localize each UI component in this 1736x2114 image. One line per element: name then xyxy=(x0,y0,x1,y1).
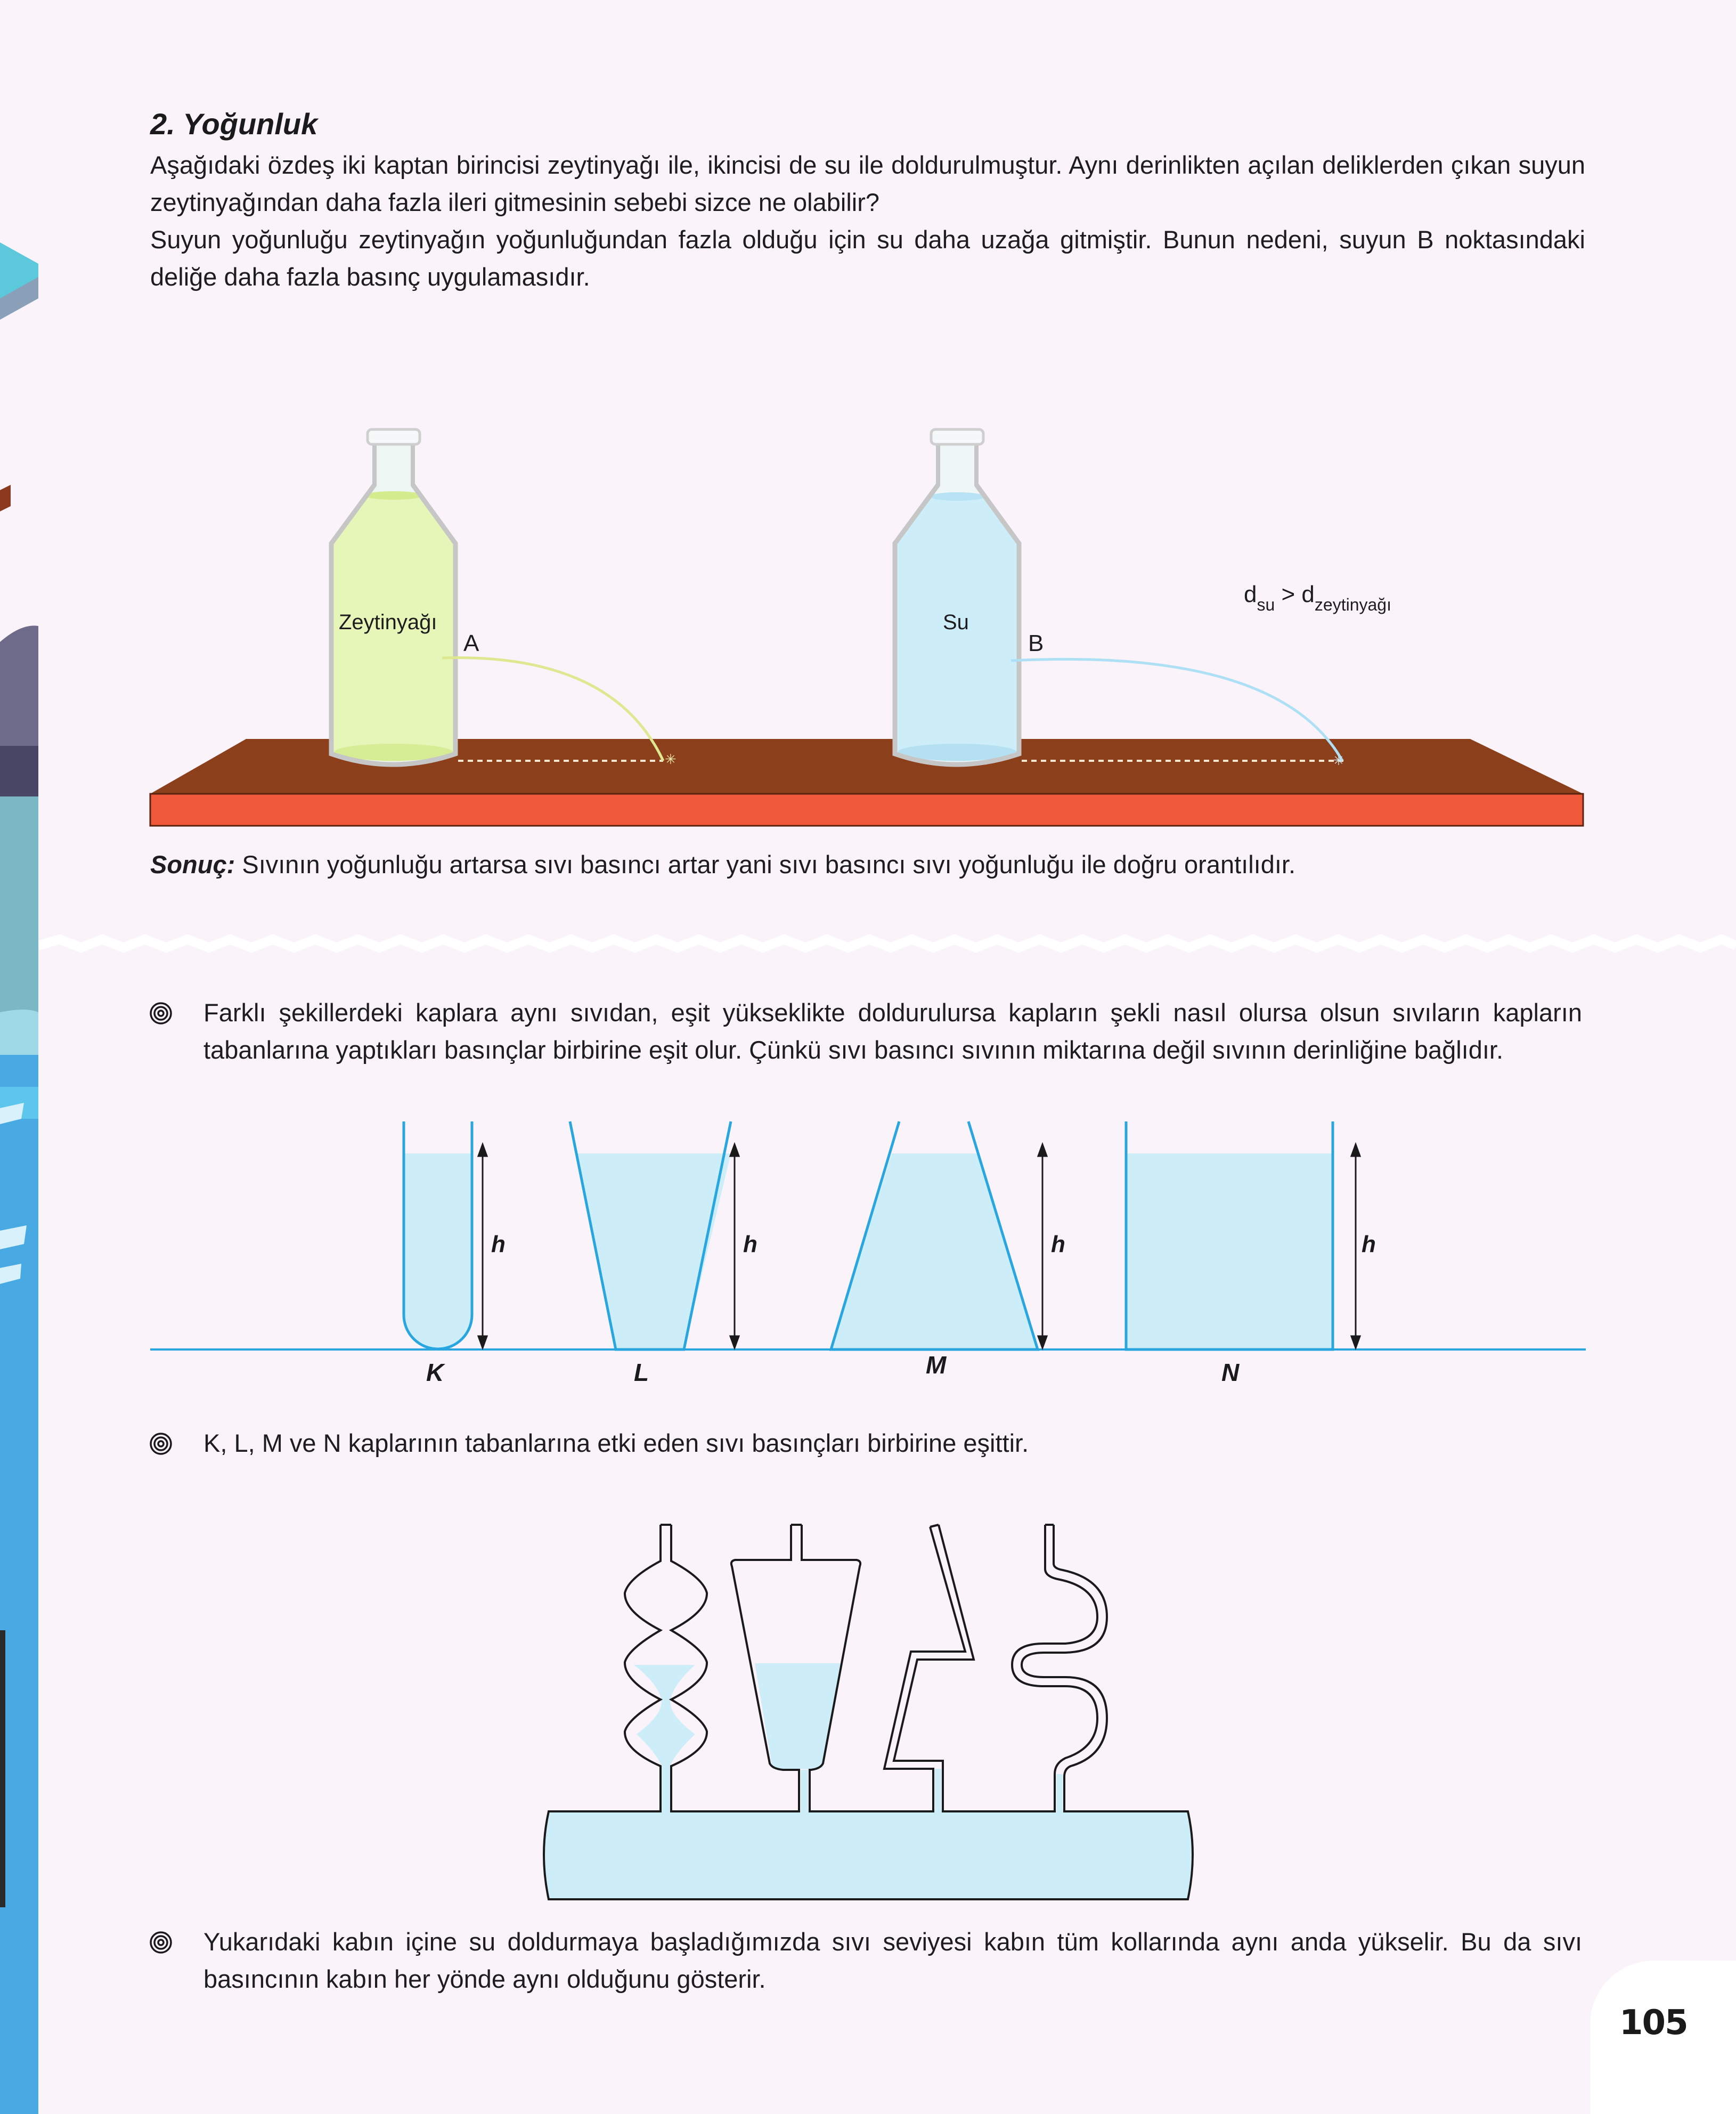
point-b-label: B xyxy=(1028,630,1044,656)
height-label-m: h xyxy=(1051,1231,1065,1257)
bullet-1-text: Farklı şekillerdeki kaplara aynı sıvıdan, eşit yükseklikte doldurulursa kapların şekli nasıl olursa olsun sıvıların kapların tabanlarına yaptıkları basınçlar birbirine eşit olur. Çünkü sıvı basıncı sıvının miktarına değil sıvının derinliğine bağlıdır. xyxy=(203,998,1582,1064)
result-label: Sonuç: xyxy=(150,850,235,879)
point-a-label: A xyxy=(463,630,479,656)
bullet-2-text: K, L, M ve N kaplarının tabanlarına etki eden sıvı basınçları birbirine eşittir. xyxy=(203,1429,1029,1457)
height-label-l: h xyxy=(743,1231,757,1257)
oil-splash-mark: ✳ xyxy=(665,751,677,767)
oil-bottle-label: Zeytinyağı xyxy=(339,611,437,634)
density-sub-oil: zeytinyağı xyxy=(1314,595,1391,614)
height-label-k: h xyxy=(491,1231,506,1257)
oil-bottle xyxy=(331,429,455,765)
density-relation xyxy=(1244,581,1391,614)
water-splash-mark: ✳ xyxy=(1333,752,1344,768)
water-bottle xyxy=(895,429,1019,765)
section-title: 2. Yoğunluk xyxy=(150,107,318,141)
table-front xyxy=(150,794,1583,826)
name-label-l: L xyxy=(634,1359,649,1386)
container-n xyxy=(1126,1121,1333,1349)
name-label-k: K xyxy=(426,1359,444,1386)
name-label-m: M xyxy=(926,1351,947,1379)
density-d: d xyxy=(1244,581,1257,607)
question-paragraph: Aşağıdaki özdeş iki kaptan birincisi zeytinyağı ile, ikincisi de su ile doldurulmuştur. Aynı derinlikten açılan deliklerden çıkan suyun zeytinyağından daha fazla ileri gitmesinin sebebi sizce ne olabilir? xyxy=(150,151,1585,216)
containers-figure xyxy=(149,1113,1587,1396)
container-m xyxy=(831,1121,1038,1349)
water-bottle-label: Su xyxy=(943,611,969,634)
wave-divider xyxy=(38,930,1736,962)
answer-paragraph: Suyun yoğunluğu zeytinyağın yoğunluğundan fazla olduğu için su daha uzağa gitmiştir. Bunun nedeni, suyun B noktasındaki deliğe daha fazla basınç uygulamasıdır. xyxy=(150,225,1585,291)
page-number: 105 xyxy=(1619,2003,1688,2043)
density-sub-su: su xyxy=(1257,595,1275,614)
spiral-bullet-icon xyxy=(149,1432,173,1456)
spiral-bullet-icon xyxy=(149,1931,173,1954)
decorative-illustration xyxy=(0,0,38,2114)
bullet-3-text: Yukarıdaki kabın içine su doldurmaya başladığımızda sıvı seviyesi kabın tüm kollarında aynı anda yükselir. Bu da sıvı basıncının kabın her yönde aynı olduğunu gösterir. xyxy=(203,1928,1582,1993)
result-text: Sıvının yoğunluğu artarsa sıvı basıncı artar yani sıvı basıncı sıvı yoğunluğu ile doğru orantılıdır. xyxy=(235,850,1296,879)
height-label-n: h xyxy=(1362,1231,1376,1257)
name-label-n: N xyxy=(1221,1359,1240,1386)
result-line xyxy=(150,846,1588,883)
base-tank xyxy=(544,1811,1193,1899)
spiral-bullet-icon xyxy=(149,1002,173,1025)
container-l xyxy=(570,1121,731,1349)
density-op: > d xyxy=(1275,581,1315,607)
bottles-figure xyxy=(144,416,1598,842)
container-k xyxy=(404,1121,472,1349)
side-decoration xyxy=(0,0,38,2114)
communicating-vessels-figure xyxy=(533,1513,1204,1902)
